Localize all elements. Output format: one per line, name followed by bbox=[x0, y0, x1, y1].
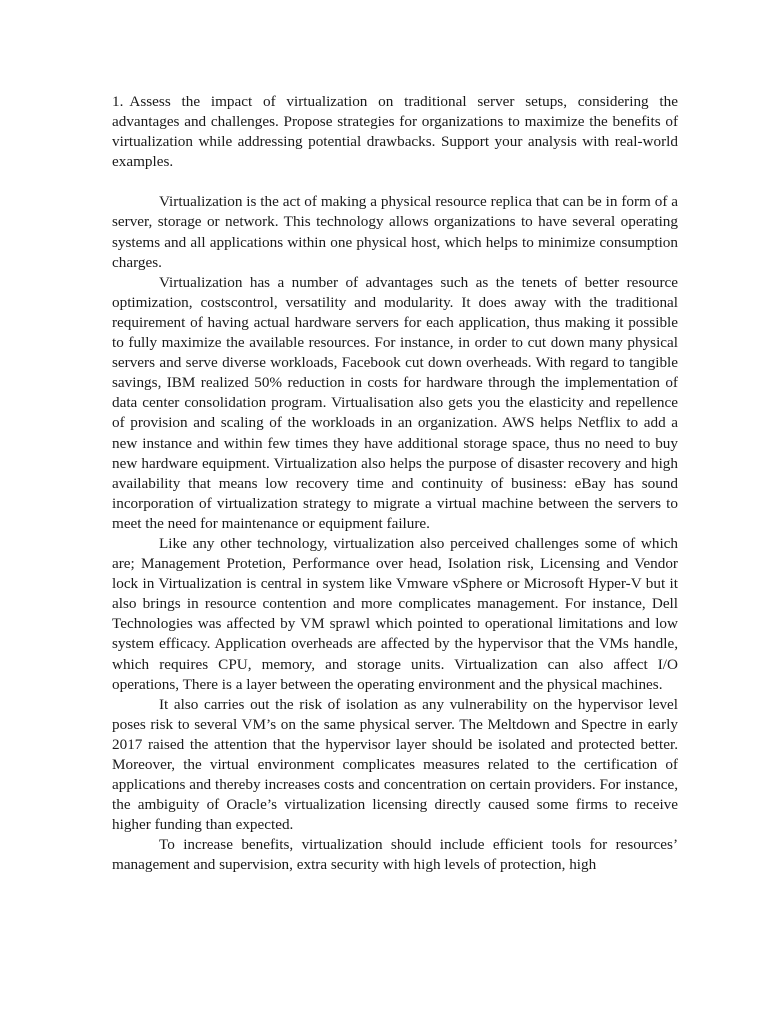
paragraph-advantages: Virtualization has a number of advantages such as the tenets of better resource optimization, costscontrol, versatility and modularity. It does away with the traditional requirement of having actual hardware servers for each application, thus making it possible to fully maximize the available resources. For instance, in order to cut down many physical servers and serve diverse workloads, Facebook cut down overheads. With regard to tangible savings, IBM realized 50% reduction in costs for hardware through the implementation of data center consolidation program. Virtualisation also gets you the elasticity and repellence of provision and scaling of the workloads in an organization. AWS helps Netflix to add a new instance and within few times they have additional storage space, thus no need to buy new hardware equipment. Virtualization also helps the purpose of disaster recovery and high availability that means low recovery time and continuity of business: eBay has sound incorporation of virtualization strategy to migrate a virtual machine between the servers to meet the need for maintenance or equipment failure. bbox=[112, 273, 678, 532]
document-page bbox=[112, 92, 678, 876]
paragraph-strategies: To increase benefits, virtualization should include efficient tools for resources’ management and supervision, extra security with high levels of protection, high bbox=[112, 836, 678, 874]
question-number: 1. bbox=[112, 93, 124, 110]
question-text: Assess the impact of virtualization on traditional server setups, considering the advantages and challenges. Propose strategies for organizations to maximize the benefits of virtualization while addressing potential drawbacks. Support your analysis with real-world examples. bbox=[112, 93, 678, 171]
question bbox=[112, 92, 678, 172]
paragraph-challenges: Like any other technology, virtualization also perceived challenges some of which are; Management Protetion, Performance over head, Isolation risk, Licensing and Vendor lock in Virtualization is central in system like Vmware vSphere or Microsoft Hyper-V but it also brings in resource contention and more complicates management. For instance, Dell Technologies was affected by VM sprawl which pointed to operational limitations and low system efficacy. Application overheads are affected by the hypervisor that the VMs handle, which requires CPU, memory, and storage units. Virtualization can also affect I/O operations, There is a layer between the operating environment and the physical machines. bbox=[112, 534, 678, 693]
paragraph-definition: Virtualization is the act of making a physical resource replica that can be in form of a server, storage or network. This technology allows organizations to have several operating systems and all applications within one physical host, which helps to minimize consumption charges. bbox=[112, 193, 678, 271]
paragraph-isolation-risk: It also carries out the risk of isolation as any vulnerability on the hypervisor level poses risk to several VM’s on the same physical server. The Meltdown and Spectre in early 2017 raised the attention that the hypervisor layer should be isolated and protected better. Moreover, the virtual environment complicates measures related to the certification of applications and thereby increases costs and concentration on certain providers. For instance, the ambiguity of Oracle’s virtualization licensing directly caused some firms to receive higher funding than expected. bbox=[112, 695, 678, 834]
